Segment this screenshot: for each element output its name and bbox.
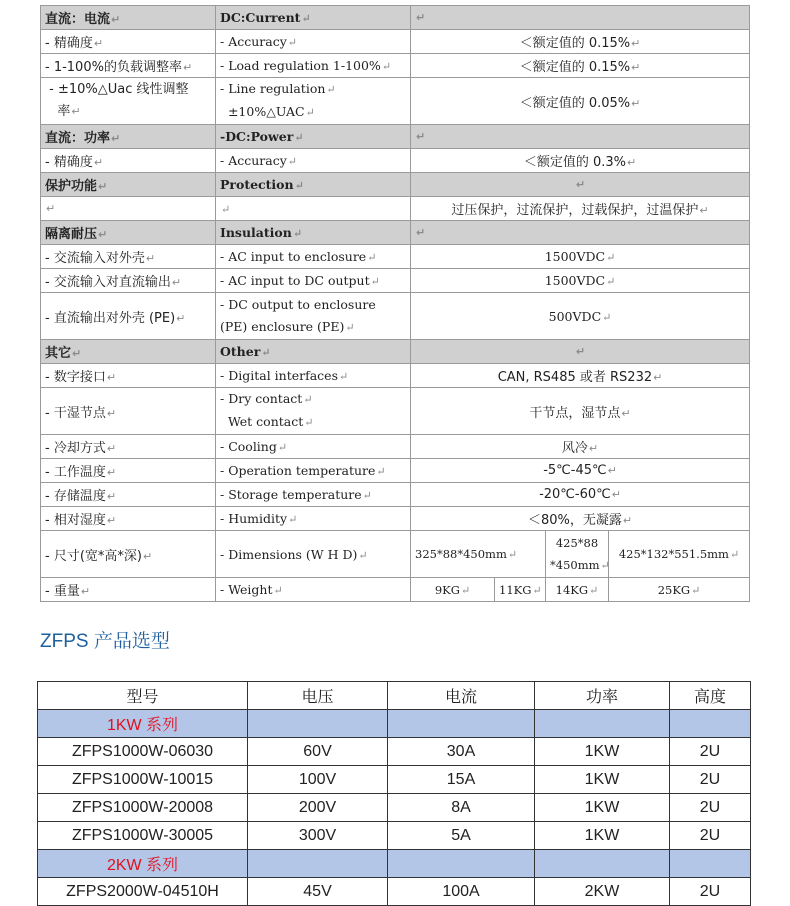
spec-row-cooling <box>41 435 750 459</box>
spec-label-cn: - 精确度↵ <box>41 30 216 54</box>
spec-label-cn: - 直流输出对外壳 (PE)↵ <box>41 293 216 340</box>
header-current: 电流 <box>388 682 535 710</box>
spec-label-en: - DC output to enclosure (PE) enclosure (PE)↵ <box>216 293 411 340</box>
header-voltage: 电压 <box>248 682 388 710</box>
spec-label-en: - Digital interfaces↵ <box>216 364 411 388</box>
cell-voltage: 100V <box>248 766 388 794</box>
spec-dimension-1: 325*88*450mm↵ <box>411 531 546 578</box>
spec-label-cn: - 工作温度↵ <box>41 459 216 483</box>
cell-height: 2U <box>670 878 751 906</box>
spec-weight-1: 9KG↵ <box>411 578 495 602</box>
spec-label-en: Other↵ <box>216 340 411 364</box>
table-row <box>38 738 751 766</box>
spec-label-cn: - 重量↵ <box>41 578 216 602</box>
spec-row-load-regulation <box>41 54 750 78</box>
spec-value: 过压保护，过流保护，过载保护，过温保护↵ <box>411 197 750 221</box>
spec-label-en: - Humidity↵ <box>216 507 411 531</box>
spec-row-weight <box>41 578 750 602</box>
table-row <box>38 794 751 822</box>
spec-label-cn: - 1-100%的负载调整率↵ <box>41 54 216 78</box>
cell-model: ZFPS1000W-20008 <box>38 794 248 822</box>
spec-value: ＜额定值的 0.15%↵ <box>411 30 750 54</box>
cell-power: 1KW <box>535 794 670 822</box>
table-row <box>38 822 751 850</box>
spec-row-digital <box>41 364 750 388</box>
spec-value: ↵ <box>411 221 750 245</box>
spec-dimension-3: 425*132*551.5mm↵ <box>609 531 750 578</box>
cell-current: 15A <box>388 766 535 794</box>
series-label: 2KW 系列 <box>38 850 248 878</box>
spec-dimension-2: 425*88 *450mm↵ <box>546 531 609 578</box>
spec-section-protection <box>41 173 750 197</box>
cell-height: 2U <box>670 822 751 850</box>
spec-label-cn: - 交流输入对直流输出↵ <box>41 269 216 293</box>
spec-label-cn: ↵ <box>41 197 216 221</box>
spec-value: 干节点，湿节点↵ <box>411 388 750 435</box>
spec-row-operation-temperature <box>41 459 750 483</box>
cell-model: ZFPS2000W-04510H <box>38 878 248 906</box>
spec-row-dimensions <box>41 531 750 578</box>
spec-section-dc-current <box>41 6 750 30</box>
cell-model: ZFPS1000W-30005 <box>38 822 248 850</box>
cell-current: 5A <box>388 822 535 850</box>
cell-power: 1KW <box>535 738 670 766</box>
header-model: 型号 <box>38 682 248 710</box>
spec-row-storage-temperature <box>41 483 750 507</box>
spec-value: ＜额定值的 0.05%↵ <box>411 78 750 125</box>
series-label: 1KW 系列 <box>38 710 248 738</box>
spec-row-dry-contact <box>41 388 750 435</box>
cell-model: ZFPS1000W-10015 <box>38 766 248 794</box>
cell-power: 1KW <box>535 766 670 794</box>
spec-section-dc-power <box>41 125 750 149</box>
spec-row-accuracy <box>41 30 750 54</box>
cell-current: 30A <box>388 738 535 766</box>
spec-value: ＜额定值的 0.3%↵ <box>411 149 750 173</box>
spec-label-cn: 其它↵ <box>41 340 216 364</box>
spec-label-cn: 直流：功率↵ <box>41 125 216 149</box>
spec-section-insulation <box>41 221 750 245</box>
spec-label-en: - AC input to DC output↵ <box>216 269 411 293</box>
spec-value: ↵ <box>411 6 750 30</box>
spec-value: 1500VDC↵ <box>411 269 750 293</box>
cell-current: 8A <box>388 794 535 822</box>
model-selection-table <box>37 681 751 906</box>
header-power: 功率 <box>535 682 670 710</box>
spec-label-cn: - 存储温度↵ <box>41 483 216 507</box>
spec-value: -5℃-45℃↵ <box>411 459 750 483</box>
spec-value: ↵ <box>411 340 750 364</box>
spec-value: -20℃-60℃↵ <box>411 483 750 507</box>
spec-label-en: Protection↵ <box>216 173 411 197</box>
section-title: ZFPS 产品选型 <box>40 631 170 652</box>
spec-label-cn: 保护功能↵ <box>41 173 216 197</box>
spec-row-protection-detail <box>41 197 750 221</box>
spec-label-en: Insulation↵ <box>216 221 411 245</box>
spec-label-en: DC:Current↵ <box>216 6 411 30</box>
spec-value: 1500VDC↵ <box>411 245 750 269</box>
spec-weight-3: 14KG↵ <box>546 578 609 602</box>
table-row <box>38 766 751 794</box>
cell-voltage: 60V <box>248 738 388 766</box>
spec-label-cn: 直流：电流↵ <box>41 6 216 30</box>
spec-label-en: ↵ <box>216 197 411 221</box>
table-header-row <box>38 682 751 710</box>
spec-label-cn: - 数字接口↵ <box>41 364 216 388</box>
spec-label-en: - Accuracy↵ <box>216 149 411 173</box>
cell-power: 2KW <box>535 878 670 906</box>
spec-label-cn: - 精确度↵ <box>41 149 216 173</box>
spec-label-cn: - 干湿节点↵ <box>41 388 216 435</box>
spec-label-cn: - ±10%△Uac 线性调整 率↵ <box>41 78 216 125</box>
spec-value: ↵ <box>411 125 750 149</box>
spec-value: CAN, RS485 或者 RS232↵ <box>411 364 750 388</box>
series-row-1kw <box>38 710 751 738</box>
spec-label-en: - Line regulation↵ ±10%△UAC↵ <box>216 78 411 125</box>
cell-height: 2U <box>670 794 751 822</box>
spec-value: ＜80%，无凝露↵ <box>411 507 750 531</box>
spec-label-en: - Operation temperature↵ <box>216 459 411 483</box>
spec-row-ac-dc <box>41 269 750 293</box>
spec-label-cn: - 相对湿度↵ <box>41 507 216 531</box>
spec-row-dc-enclosure <box>41 293 750 340</box>
spec-weight-2: 11KG↵ <box>495 578 546 602</box>
spec-section-other <box>41 340 750 364</box>
spec-label-en: - Load regulation 1-100%↵ <box>216 54 411 78</box>
spec-row-accuracy <box>41 149 750 173</box>
cell-height: 2U <box>670 766 751 794</box>
spec-label-en: - Weight↵ <box>216 578 411 602</box>
spec-value: ↵ <box>411 173 750 197</box>
spec-value: ＜额定值的 0.15%↵ <box>411 54 750 78</box>
spec-label-cn: - 交流输入对外壳↵ <box>41 245 216 269</box>
spec-row-ac-enclosure <box>41 245 750 269</box>
cell-voltage: 200V <box>248 794 388 822</box>
spec-label-en: -DC:Power↵ <box>216 125 411 149</box>
cell-current: 100A <box>388 878 535 906</box>
spec-label-en: - Storage temperature↵ <box>216 483 411 507</box>
spec-value: 风冷↵ <box>411 435 750 459</box>
spec-label-en: - Cooling↵ <box>216 435 411 459</box>
spec-weight-4: 25KG↵ <box>609 578 750 602</box>
spec-label-cn: - 尺寸(宽*高*深)↵ <box>41 531 216 578</box>
spec-value: 500VDC↵ <box>411 293 750 340</box>
table-row <box>38 878 751 906</box>
spec-row-humidity <box>41 507 750 531</box>
spec-label-en: - Dimensions (W H D)↵ <box>216 531 411 578</box>
header-height: 高度 <box>670 682 751 710</box>
cell-voltage: 45V <box>248 878 388 906</box>
spec-row-line-regulation <box>41 78 750 125</box>
cell-model: ZFPS1000W-06030 <box>38 738 248 766</box>
cell-voltage: 300V <box>248 822 388 850</box>
series-row-2kw <box>38 850 751 878</box>
spec-label-en: - Dry contact↵ Wet contact↵ <box>216 388 411 435</box>
spec-label-cn: - 冷却方式↵ <box>41 435 216 459</box>
spec-table <box>40 5 750 602</box>
cell-height: 2U <box>670 738 751 766</box>
spec-label-en: - Accuracy↵ <box>216 30 411 54</box>
cell-power: 1KW <box>535 822 670 850</box>
spec-label-cn: 隔离耐压↵ <box>41 221 216 245</box>
spec-label-en: - AC input to enclosure↵ <box>216 245 411 269</box>
